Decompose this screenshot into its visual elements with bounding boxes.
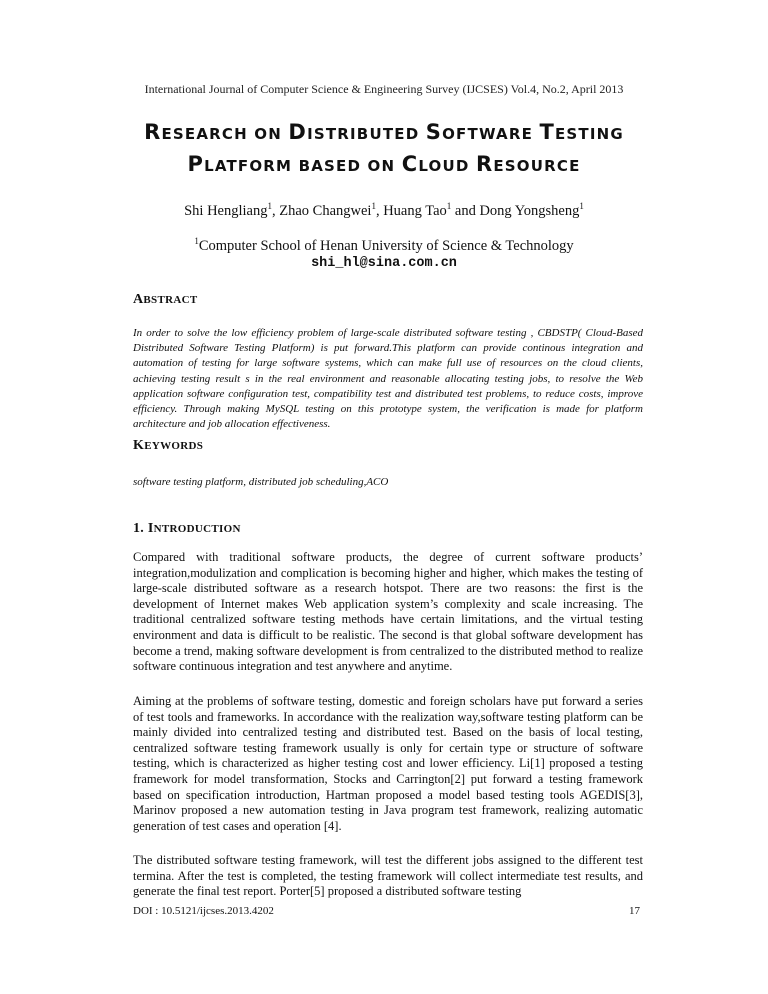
author-name: Dong Yongsheng [479,203,580,219]
body-paragraph: The distributed software testing framework, will test the different jobs assigned to the different test termina. After the test is completed, the testing framework will collect intermediate test results, and generate the final test report. Porter[5] proposed a distributed software testing [133,853,643,899]
page-number: 17 [629,905,640,917]
doi-footer: DOI : 10.5121/ijcses.2013.4202 [133,905,274,917]
keywords-heading: KEYWORDS [133,438,204,453]
author-email: shi_hl@sina.com.cn [311,256,457,271]
author-name: Shi Hengliang [184,203,268,219]
body-paragraph: Compared with traditional software products, the degree of current software products’ integration,modulization and complication is becoming higher and higher, which makes the testing of large-scale distributed software as a research hotspot. There are two reasons: the first is the development of Internet makes Web application system’s complexity and scale increasing. The traditional centralized software testing methods have certain limitations, and the virtual testing environment and data is difficult to be realistic. The second is that global software development has become a trend, making software development is from centralized to the distributed method to realize software continuous integration and test anywhere and anytime. [133,550,643,674]
author-name: Huang Tao [383,203,447,219]
abstract-heading: ABSTRACT [133,292,198,307]
keywords-text: software testing platform, distributed job scheduling,ACO [133,476,389,488]
affiliation: $^1$Computer School of Henan University of Science & Technology [194,236,574,254]
running-header: International Journal of Computer Science & Engineering Survey (IJCSES) Vol.4, No.2, April 2013 [144,82,624,96]
author-name: Zhao Changwei [279,203,372,219]
paper-title-line-1: RESEARCH ON DISTRIBUTED SOFTWARE TESTING [144,120,624,144]
paper-title-line-2: PLATFORM BASED ON CLOUD RESOURCE [187,152,581,176]
abstract-text: In order to solve the low efficiency problem of large-scale distributed software testing , CBDSTP( Cloud-Based Distributed Software Testing Platform) is put forward.This platform can provide continous integration and automation of testing for large software systems, which can make full use of resources on the cloud clients, achieving testing result s in the real environment and reasonable allocating testing jobs, to resolve the Web application software configuration test, compatibility test and distributed test problems, to reduce costs, improve efficiency. Through making MySQL testing on this prototype system, the verification is made for platform architecture and job allocation effectiveness. [133,327,643,431]
introduction-heading: 1. INTRODUCTION [133,521,241,536]
body-paragraph: Aiming at the problems of software testing, domestic and foreign scholars have put forward a series of test tools and frameworks. In accordance with the realization way,software testing platform can be mainly divided into centralized testing and distributed test. Based on the basis of local testing, centralized software testing framework usually is only for certain type or structure of software testing, which is characterized as higher testing cost and lower efficiency. Li[1] proposed a testing framework for model transformation, Stocks and Carrington[2] put forward a testing framework based on specification introduction, Hartman proposed a model based testing tools AGEDIS[3], Marinov proposed a new automation testing in Java program test framework, realizing automatic generation of test cases and operation [4]. [133,694,643,833]
author-list: Shi Hengliang$^1$, Zhao Changwei$^1$, Huang Tao$^1$ and Dong Yongsheng$^1$ [184,201,584,219]
